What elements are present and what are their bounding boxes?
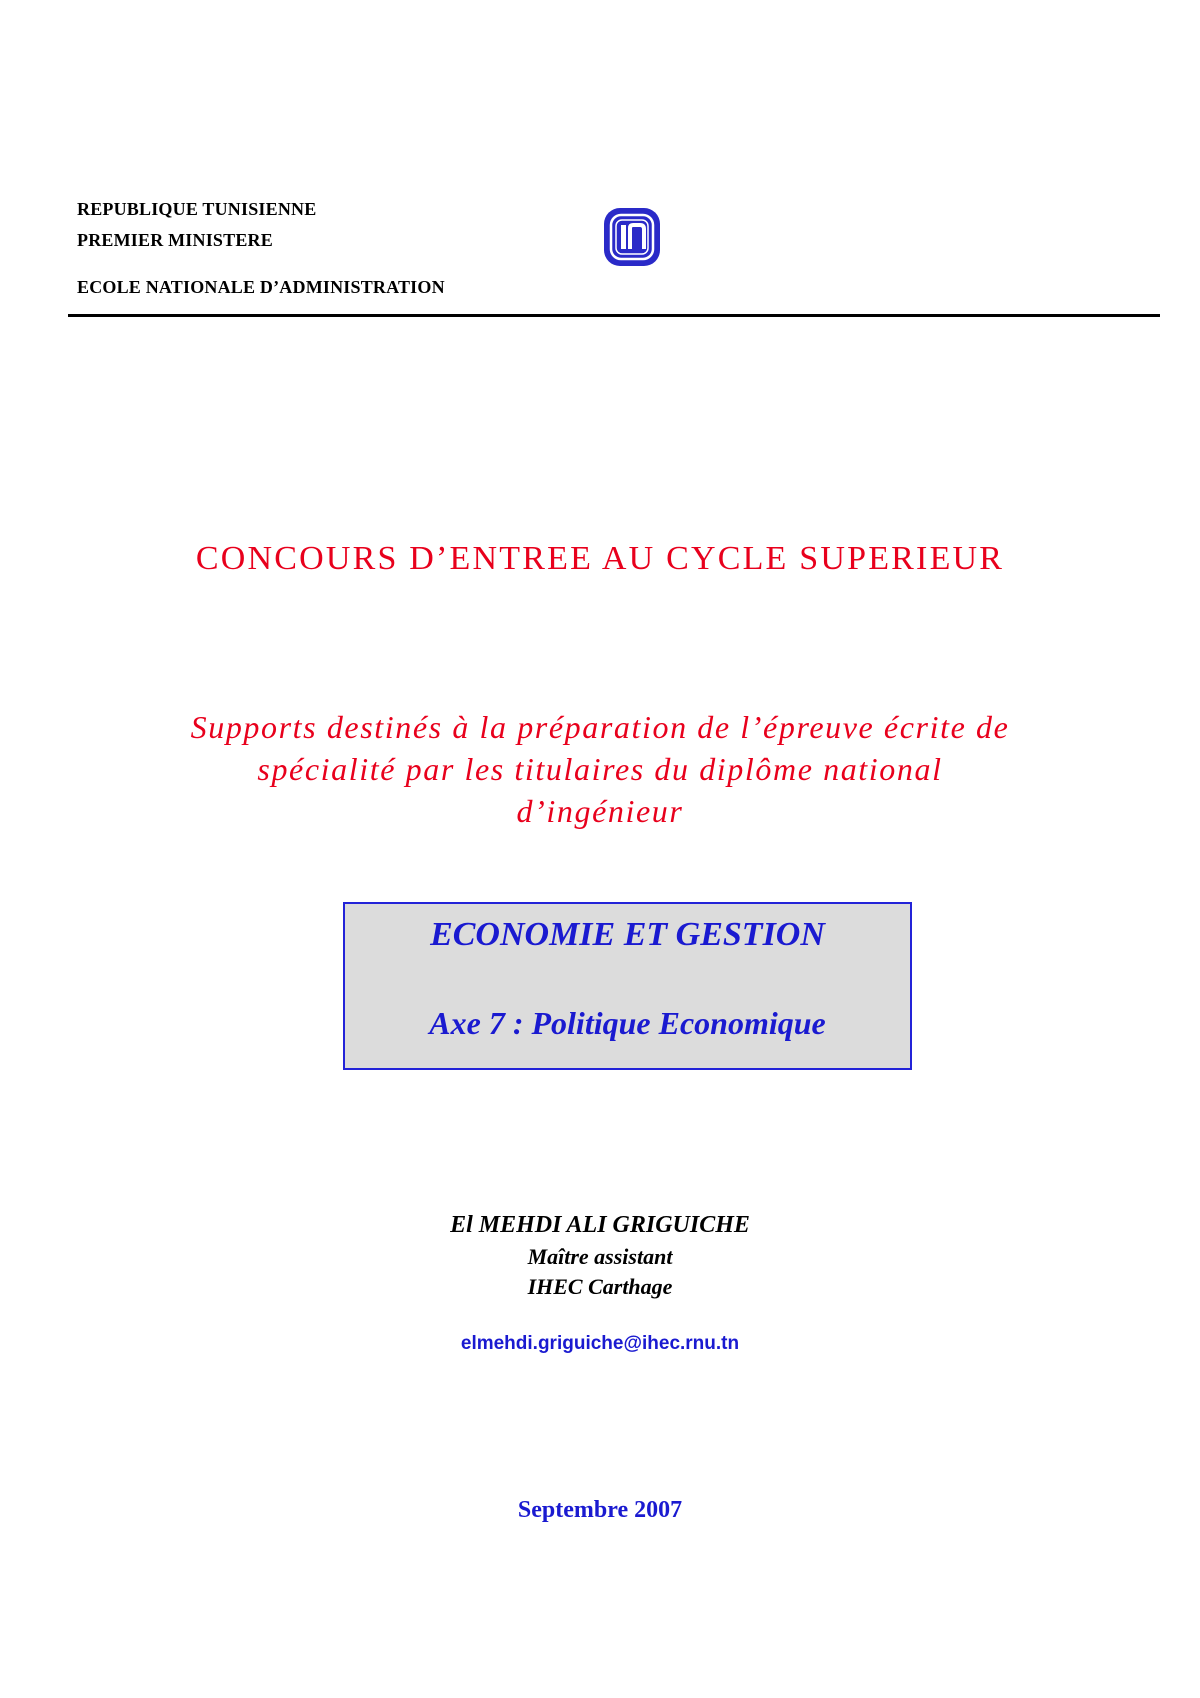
subject-box (343, 902, 912, 1070)
supports-line: d’ingénieur (516, 793, 684, 829)
author-title: Maître assistant (527, 1244, 673, 1269)
subject-axe: Axe 7 : Politique Economique (429, 1005, 826, 1041)
subject-title: ECONOMIE ET GESTION (430, 916, 825, 953)
header-ecole: ECOLE NATIONALE D’ADMINISTRATION (77, 277, 445, 297)
ena-logo-icon (602, 206, 662, 268)
supports-line: spécialité par les titulaires du diplôme national (257, 751, 943, 787)
concours-title: CONCOURS D’ENTREE AU CYCLE SUPERIEUR (195, 540, 1005, 577)
header-republique: REPUBLIQUE TUNISIENNE (77, 199, 317, 219)
author-name: El MEHDI ALI GRIGUICHE (450, 1212, 750, 1238)
header-ministere: PREMIER MINISTERE (77, 230, 273, 250)
supports-line: Supports destinés à la préparation de l’épreuve écrite de (190, 709, 1010, 745)
header-rule (68, 314, 1160, 317)
author-email-link[interactable]: elmehdi.griguiche@ihec.rnu.tn (460, 1333, 740, 1354)
document-date: Septembre 2007 (517, 1497, 683, 1523)
author-institution: IHEC Carthage (527, 1274, 673, 1299)
supports-subtitle (100, 706, 1100, 832)
